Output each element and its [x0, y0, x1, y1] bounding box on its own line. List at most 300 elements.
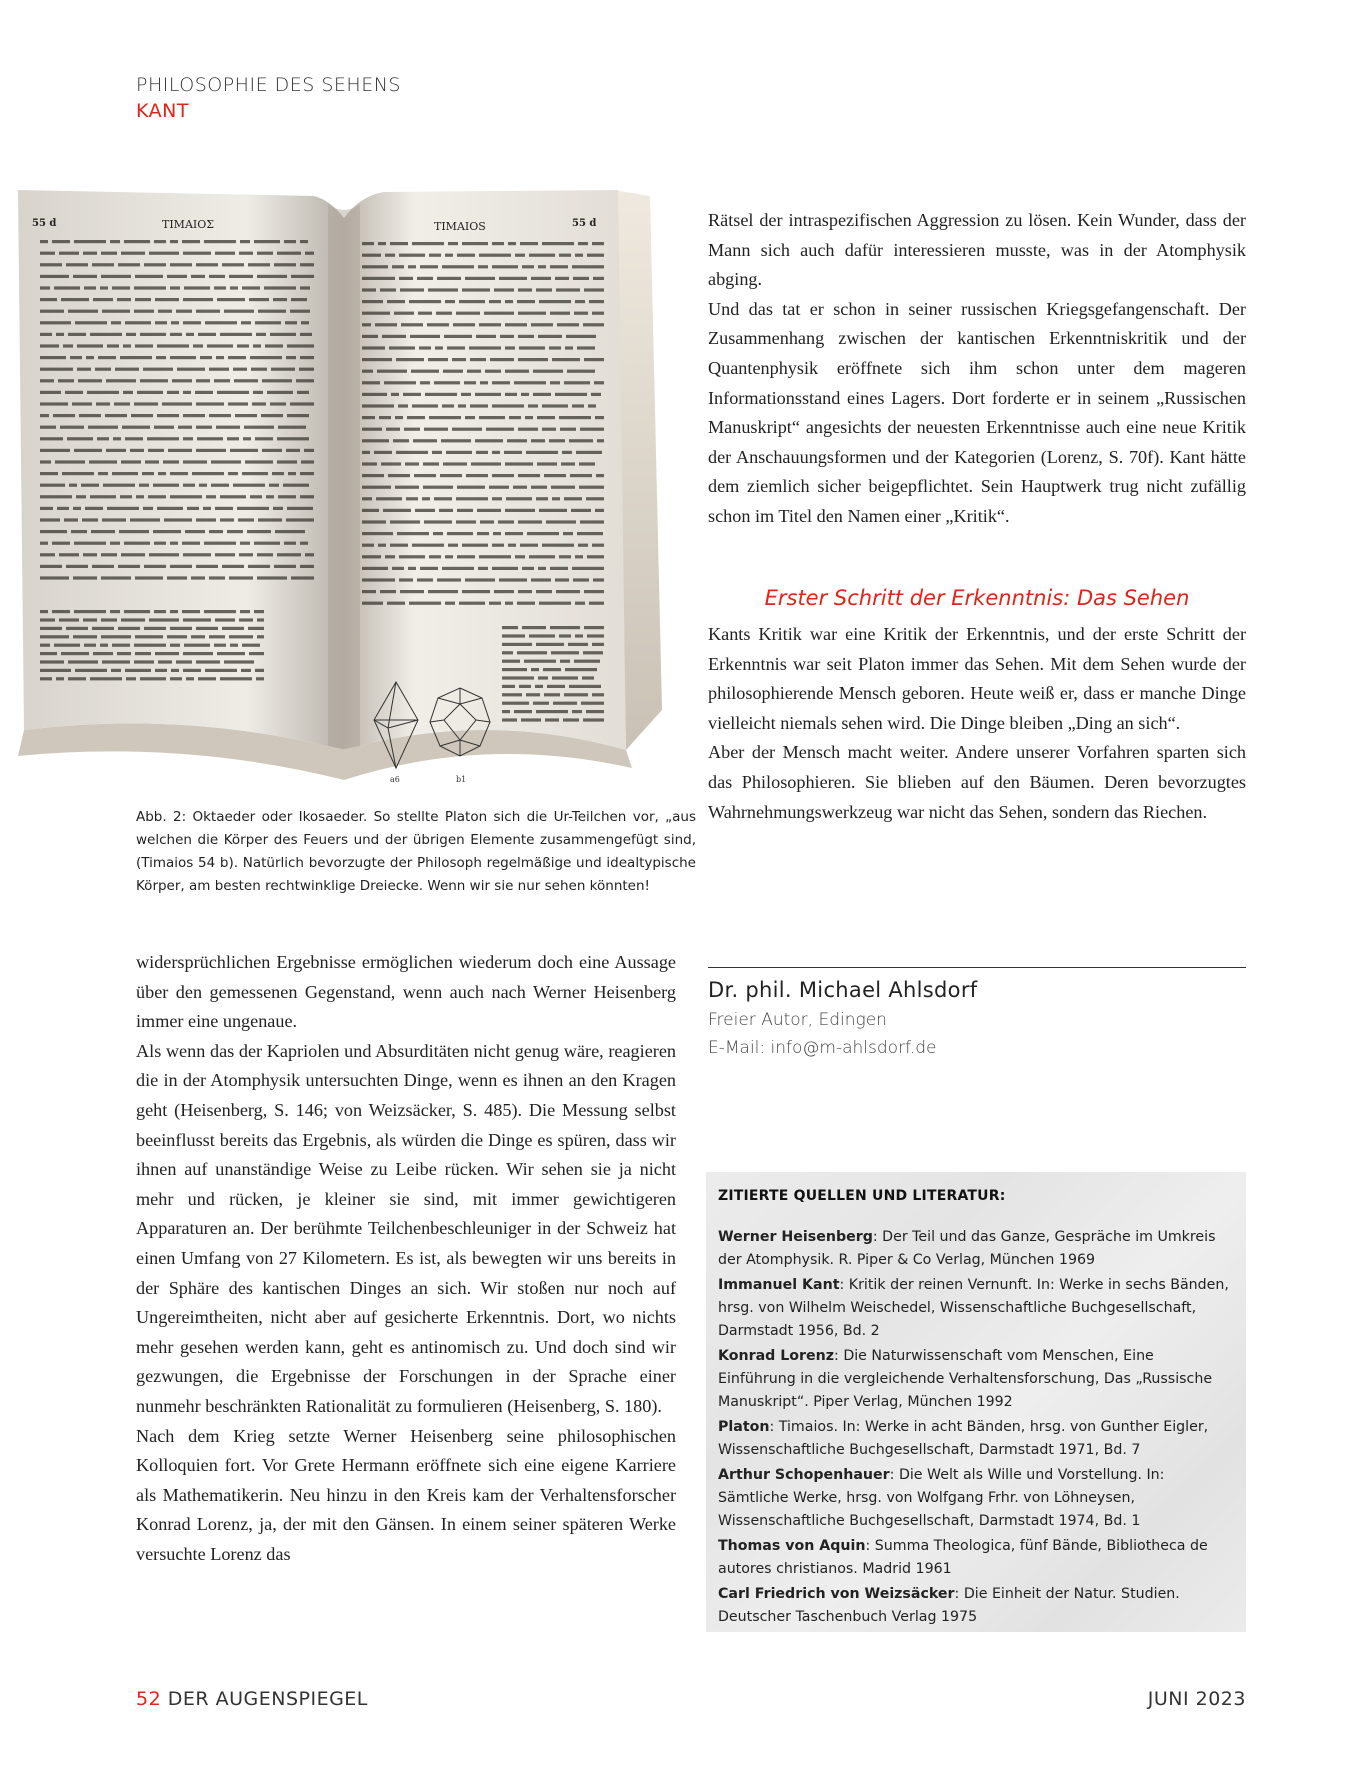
- book-text-line: [134, 644, 166, 647]
- book-text-line: [502, 676, 534, 679]
- book-text-line: [550, 381, 560, 384]
- book-text-line: [462, 590, 490, 593]
- book-text-line: [533, 393, 551, 396]
- book-text-line: [502, 660, 520, 663]
- book-text-line: [264, 286, 296, 289]
- book-text-line: [191, 275, 205, 278]
- book-text-line: [101, 635, 131, 638]
- book-text-line: [170, 627, 192, 630]
- book-text-line: [593, 578, 604, 581]
- book-text-line: [395, 486, 419, 489]
- book-text-line: [584, 590, 604, 593]
- source-text: : Timaios. In: Werke in acht Bänden, hrsg. von Gunther Eigler, Wissenschaftliche Buchgesellschaft, Darmstadt 1971, Bd. 7: [718, 1419, 1209, 1458]
- book-text-line: [505, 509, 535, 512]
- book-text-line: [117, 652, 131, 655]
- book-text-line: [40, 275, 69, 278]
- book-text-line: [101, 553, 117, 556]
- book-text-line: [88, 426, 118, 429]
- book-text-line: [376, 497, 402, 500]
- book-text-line: [471, 462, 501, 465]
- book-text-line: [196, 449, 226, 452]
- book-text-line: [570, 474, 592, 477]
- book-text-line: [241, 669, 251, 672]
- book-text-line: [587, 254, 604, 257]
- book-text-line: [536, 710, 568, 713]
- book-text-line: [273, 298, 287, 301]
- book-text-line: [93, 652, 113, 655]
- book-text-line: [573, 277, 589, 280]
- book-text-line: [362, 242, 374, 245]
- book-text-line: [425, 393, 457, 396]
- book-text-line: [110, 542, 120, 545]
- book-text-line: [518, 474, 540, 477]
- book-text-line: [300, 542, 308, 545]
- book-text-line: [60, 426, 84, 429]
- book-text-line: [552, 676, 578, 679]
- book-text-line: [275, 530, 305, 533]
- book-text-line: [172, 379, 192, 382]
- book-text-line: [579, 462, 595, 465]
- book-text-line: [98, 472, 108, 475]
- book-text-line: [529, 555, 555, 558]
- book-text-line: [90, 677, 122, 680]
- book-text-line: [549, 439, 565, 442]
- book-text-line: [434, 381, 460, 384]
- book-text-line: [492, 451, 500, 454]
- book-text-line: [240, 542, 250, 545]
- book-text-line: [462, 544, 488, 547]
- book-text-line: [56, 677, 64, 680]
- book-text-line: [300, 333, 312, 336]
- book-text-line: [457, 486, 485, 489]
- book-text-line: [502, 634, 525, 637]
- book-text-line: [286, 449, 300, 452]
- book-text-line: [101, 618, 117, 621]
- book-text-line: [114, 402, 130, 405]
- book-text-line: [183, 669, 201, 672]
- book-text-line: [196, 660, 220, 663]
- book-text-line: [101, 275, 131, 278]
- book-text-line: [552, 497, 560, 500]
- book-text-line: [227, 437, 239, 440]
- book-text-line: [420, 265, 438, 268]
- book-text-line: [274, 263, 296, 266]
- book-text-line: [435, 346, 443, 349]
- paragraph: Kants Kritik war eine Kritik der Erkenntnis, und der erste Schritt der Erkenntnis war seit Platon immer das Sehen. Mit dem Sehen wurde der philosophierende Mensch geboren. Heute weiß er, dass er manche Dinge vielleicht niemals sehen wird. Die Dinge bleiben „Ding an sich“.: [708, 624, 1246, 733]
- book-text-line: [230, 286, 238, 289]
- book-text-line: [458, 404, 466, 407]
- book-text-line: [420, 381, 430, 384]
- book-text-line: [393, 439, 409, 442]
- book-text-line: [144, 627, 166, 630]
- book-text-line: [301, 460, 314, 463]
- book-text-line: [475, 393, 501, 396]
- book-text-line: [187, 507, 199, 510]
- book-text-line: [362, 393, 387, 396]
- book-text-line: [283, 484, 309, 487]
- book-text-line: [531, 578, 551, 581]
- book-text-line: [191, 635, 205, 638]
- book-text-line: [291, 576, 314, 579]
- book-text-line: [390, 242, 408, 245]
- book-text-line: [102, 310, 130, 313]
- book-text-line: [362, 370, 373, 373]
- book-text-line: [522, 567, 534, 570]
- book-text-line: [216, 426, 240, 429]
- book-text-line: [448, 544, 458, 547]
- book-text-line: [441, 439, 471, 442]
- book-text-line: [508, 544, 516, 547]
- book-text-line: [262, 449, 282, 452]
- book-text-line: [551, 486, 575, 489]
- book-text-line: [107, 344, 119, 347]
- book-text-line: [239, 618, 253, 621]
- book-text-line: [73, 635, 97, 638]
- book-text-line: [445, 555, 453, 558]
- book-text-line: [362, 520, 386, 523]
- book-text-line: [176, 660, 192, 663]
- source-text: : Summa Theologica, fünf Bände, Bibliotheca de autores christianos. Madrid 1961: [718, 1538, 1208, 1577]
- book-text-line: [86, 356, 94, 359]
- book-text-line: [102, 518, 126, 521]
- book-text-line: [555, 578, 569, 581]
- book-text-line: [362, 462, 377, 465]
- book-text-line: [492, 567, 518, 570]
- book-text-line: [518, 520, 542, 523]
- book-text-line: [531, 668, 539, 671]
- book-text-line: [255, 437, 273, 440]
- book-text-line: [490, 358, 514, 361]
- book-text-line: [556, 288, 580, 291]
- book-text-line: [105, 414, 127, 417]
- book-text-line: [287, 507, 313, 510]
- book-text-line: [392, 265, 404, 268]
- book-text-line: [362, 578, 395, 581]
- book-text-line: [74, 449, 102, 452]
- book-text-line: [480, 520, 494, 523]
- book-text-line: [40, 344, 59, 347]
- book-text-line: [157, 414, 179, 417]
- book-text-line: [200, 356, 212, 359]
- source-author: Platon: [718, 1419, 770, 1435]
- book-text-line: [77, 344, 103, 347]
- book-text-line: [112, 472, 138, 475]
- book-text-line: [40, 298, 57, 301]
- book-text-line: [72, 402, 92, 405]
- book-text-line: [505, 370, 529, 373]
- book-text-line: [196, 263, 218, 266]
- book-text-line: [277, 553, 301, 556]
- book-text-line: [589, 300, 604, 303]
- book-text-line: [229, 576, 253, 579]
- book-text-line: [269, 484, 279, 487]
- book-text-line: [549, 346, 561, 349]
- book-text-line: [447, 532, 473, 535]
- book-text-line: [531, 439, 545, 442]
- book-text-line: [452, 428, 482, 431]
- book-text-line: [214, 379, 230, 382]
- book-text-line: [233, 484, 265, 487]
- book-text-line: [412, 544, 444, 547]
- book-text-line: [291, 298, 307, 301]
- book-text-line: [98, 356, 116, 359]
- book-text-line: [261, 414, 283, 417]
- book-text-line: [494, 590, 514, 593]
- book-text-line: [502, 668, 527, 671]
- book-text-line: [135, 635, 163, 638]
- book-text-line: [185, 530, 205, 533]
- book-text-line: [587, 555, 604, 558]
- book-text-line: [478, 265, 488, 268]
- source-author: Konrad Lorenz: [718, 1348, 835, 1364]
- book-text-line: [278, 426, 306, 429]
- book-text-line: [40, 333, 52, 336]
- book-text-line: [61, 652, 89, 655]
- book-text-line: [550, 626, 580, 629]
- book-text-line: [521, 393, 529, 396]
- book-text-line: [413, 439, 437, 442]
- book-text-line: [271, 368, 295, 371]
- book-text-line: [124, 610, 150, 613]
- book-text-line: [476, 451, 488, 454]
- book-text-line: [118, 565, 140, 568]
- book-text-line: [542, 428, 556, 431]
- book-text-line: [170, 472, 188, 475]
- book-text-line: [515, 555, 525, 558]
- book-text-line: [462, 242, 488, 245]
- book-text-line: [437, 277, 461, 280]
- book-text-line: [258, 518, 282, 521]
- book-text-line: [285, 321, 297, 324]
- book-text-line: [182, 542, 200, 545]
- book-text-line: [518, 358, 548, 361]
- book-text-line: [408, 567, 416, 570]
- book-text-line: [284, 542, 296, 545]
- book-text-line: [216, 356, 224, 359]
- book-text-line: [167, 635, 187, 638]
- book-text-line: [362, 532, 393, 535]
- book-text-line: [445, 602, 455, 605]
- book-text-line: [125, 321, 151, 324]
- book-text-line: [196, 310, 220, 313]
- source-entry: [718, 1345, 1234, 1414]
- book-text-line: [158, 660, 172, 663]
- book-text-line: [362, 335, 378, 338]
- book-text-line: [92, 627, 114, 630]
- book-text-line: [588, 404, 596, 407]
- book-text-line: [83, 618, 97, 621]
- book-text-line: [170, 333, 182, 336]
- book-text-line: [74, 240, 106, 243]
- book-text-line: [40, 495, 72, 498]
- book-text-line: [576, 451, 602, 454]
- book-text-line: [56, 333, 64, 336]
- book-text-line: [52, 240, 70, 243]
- book-text-line: [505, 462, 533, 465]
- book-text-line: [148, 449, 164, 452]
- book-text-line: [409, 602, 441, 605]
- book-text-line: [40, 542, 48, 545]
- book-text-line: [539, 509, 567, 512]
- book-text-line: [504, 451, 522, 454]
- book-text-line: [457, 254, 475, 257]
- book-text-line: [586, 497, 604, 500]
- book-text-line: [415, 509, 435, 512]
- book-text-line: [383, 509, 411, 512]
- book-text-line: [40, 644, 50, 647]
- book-text-line: [171, 669, 179, 672]
- book-text-line: [249, 298, 269, 301]
- book-text-line: [59, 252, 79, 255]
- book-text-line: [143, 507, 153, 510]
- book-text-line: [386, 428, 400, 431]
- book-text-line: [131, 414, 153, 417]
- book-text-line: [121, 252, 145, 255]
- book-text-line: [469, 346, 501, 349]
- book-text-line: [410, 335, 440, 338]
- book-text-line: [531, 323, 553, 326]
- book-text-line: [209, 368, 229, 371]
- book-text-line: [255, 321, 281, 324]
- book-text-line: [550, 312, 570, 315]
- book-text-line: [191, 576, 205, 579]
- book-text-line: [572, 265, 604, 268]
- book-text-line: [76, 495, 86, 498]
- book-text-line: [155, 652, 179, 655]
- book-text-line: [550, 567, 568, 570]
- book-text-line: [575, 555, 583, 558]
- book-text-line: [277, 252, 301, 255]
- book-text-line: [40, 576, 69, 579]
- book-text-line: [572, 404, 584, 407]
- figure-label-b: b1: [456, 775, 467, 782]
- book-text-line: [112, 644, 130, 647]
- book-text-line: [440, 474, 462, 477]
- book-text-line: [522, 265, 534, 268]
- book-text-line: [288, 472, 296, 475]
- book-text-line: [300, 286, 310, 289]
- book-text-line: [64, 518, 78, 521]
- book-text-line: [537, 416, 555, 419]
- book-text-line: [499, 578, 527, 581]
- source-author: Immanuel Kant: [718, 1277, 840, 1293]
- book-text-line: [502, 702, 529, 705]
- book-text-line: [466, 474, 488, 477]
- book-text-line: [574, 660, 600, 663]
- book-text-line: [220, 518, 234, 521]
- book-text-line: [398, 404, 408, 407]
- book-text-line: [135, 576, 163, 579]
- book-text-line: [437, 578, 461, 581]
- book-text-line: [502, 718, 517, 721]
- book-text-line: [475, 439, 503, 442]
- book-text-line: [40, 530, 67, 533]
- book-text-line: [539, 602, 571, 605]
- book-text-line: [505, 532, 523, 535]
- book-text-line: [40, 356, 66, 359]
- book-text-line: [304, 449, 314, 452]
- book-text-line: [97, 437, 109, 440]
- book-text-line: [40, 484, 65, 487]
- paragraph: Als wenn das der Kapriolen und Absurditäten nicht genug wäre, reagieren die in der Atomphysik untersuchten Dinge, wenn es ihnen an den Kragen geht (Heisenberg, S. 146; von Weizsäcker, S. 485). Die Messung selbst beeinflusst bereits das Ergebnis, als würden die Dinge es spüren, dass wir ihnen auf unanständige Weise zu Leibe rücken. Wir sehen sie ja nicht mehr und rücken, je kleiner sie sind, mit immer gewichtigeren Apparaturen an. Der berühmte Teilchenbeschleuniger in der Schweiz hat einen Umfang von 27 Kilometern. Es ist, als bewegten wir uns bereits in der Sphäre des kantischen Dinges an sich. Wir stoßen nur noch auf Ungereimtheiten, nicht aber auf gesicherte Erkenntnis. Dort, wo nichts mehr gesehen werden kann, geht es antinomisch zu. Und doch sind wir gezwungen, die Ergebnisse der Forschungen in der Sprache einer nunmehr beschränkten Rationalität zu formulieren (Heisenberg, S. 180).: [136, 1040, 676, 1416]
- book-text-line: [197, 437, 223, 440]
- paragraph: Aber der Mensch macht weiter. Andere unserer Vorfahren sparten sich das Philosophieren. Sie blieben auf den Bäumen. Deren bevorzugtes Wahrnehmungswerkzeug war nicht das Sehen, sondern das Riechen.: [708, 742, 1246, 822]
- book-text-line: [59, 618, 79, 621]
- book-text-line: [183, 298, 213, 301]
- book-text-line: [477, 509, 501, 512]
- book-text-line: [149, 618, 179, 621]
- book-text-line: [399, 578, 413, 581]
- book-text-line: [239, 553, 253, 556]
- sources-title: ZITIERTE QUELLEN UND LITERATUR:: [718, 1188, 1006, 1204]
- book-text-line: [40, 677, 52, 680]
- book-text-line: [418, 312, 432, 315]
- footer-issue: JUNI 2023: [1147, 1688, 1246, 1710]
- book-text-line: [399, 277, 413, 280]
- book-text-line: [209, 414, 231, 417]
- book-text-line: [394, 312, 414, 315]
- book-text-line: [563, 532, 573, 535]
- book-text-line: [253, 344, 261, 347]
- book-text-line: [502, 626, 518, 629]
- book-text-line: [155, 298, 179, 301]
- book-text-line: [110, 240, 120, 243]
- source-author: Carl Friedrich von Weizsäcker: [718, 1586, 955, 1602]
- book-text-line: [579, 486, 604, 489]
- book-text-line: [462, 288, 490, 291]
- book-text-line: [84, 286, 96, 289]
- source-entry: [718, 1274, 1234, 1343]
- book-text-line: [584, 626, 604, 629]
- book-text-line: [211, 484, 229, 487]
- book-text-line: [215, 507, 233, 510]
- book-text-line: [484, 312, 514, 315]
- book-text-line: [531, 277, 551, 280]
- book-text-line: [577, 346, 595, 349]
- book-text-line: [388, 474, 410, 477]
- book-text-line: [480, 381, 488, 384]
- book-text-line: [417, 277, 433, 280]
- book-text-line: [157, 507, 183, 510]
- book-text-line: [583, 651, 603, 654]
- book-text-line: [575, 300, 585, 303]
- book-text-line: [596, 474, 604, 477]
- author-email[interactable]: E-Mail: info@m-ahlsdorf.de: [708, 1038, 937, 1058]
- book-text-line: [102, 660, 130, 663]
- book-text-line: [167, 391, 179, 394]
- book-text-line: [170, 263, 192, 266]
- book-text-line: [544, 693, 560, 696]
- book-text-line: [238, 518, 254, 521]
- book-text-line: [249, 652, 264, 655]
- book-text-line: [222, 627, 244, 630]
- book-text-line: [524, 660, 556, 663]
- book-text-line: [456, 520, 476, 523]
- book-text-line: [140, 677, 166, 680]
- book-text-line: [101, 252, 117, 255]
- book-text-line: [136, 495, 144, 498]
- book-text-line: [391, 393, 399, 396]
- book-text-line: [499, 277, 527, 280]
- book-text-line: [586, 710, 604, 713]
- book-text-line: [240, 240, 250, 243]
- book-text-line: [574, 312, 588, 315]
- book-text-line: [228, 472, 238, 475]
- book-text-line: [409, 300, 441, 303]
- book-text-line: [118, 627, 140, 630]
- book-text-line: [184, 286, 210, 289]
- book-text-line: [77, 368, 91, 371]
